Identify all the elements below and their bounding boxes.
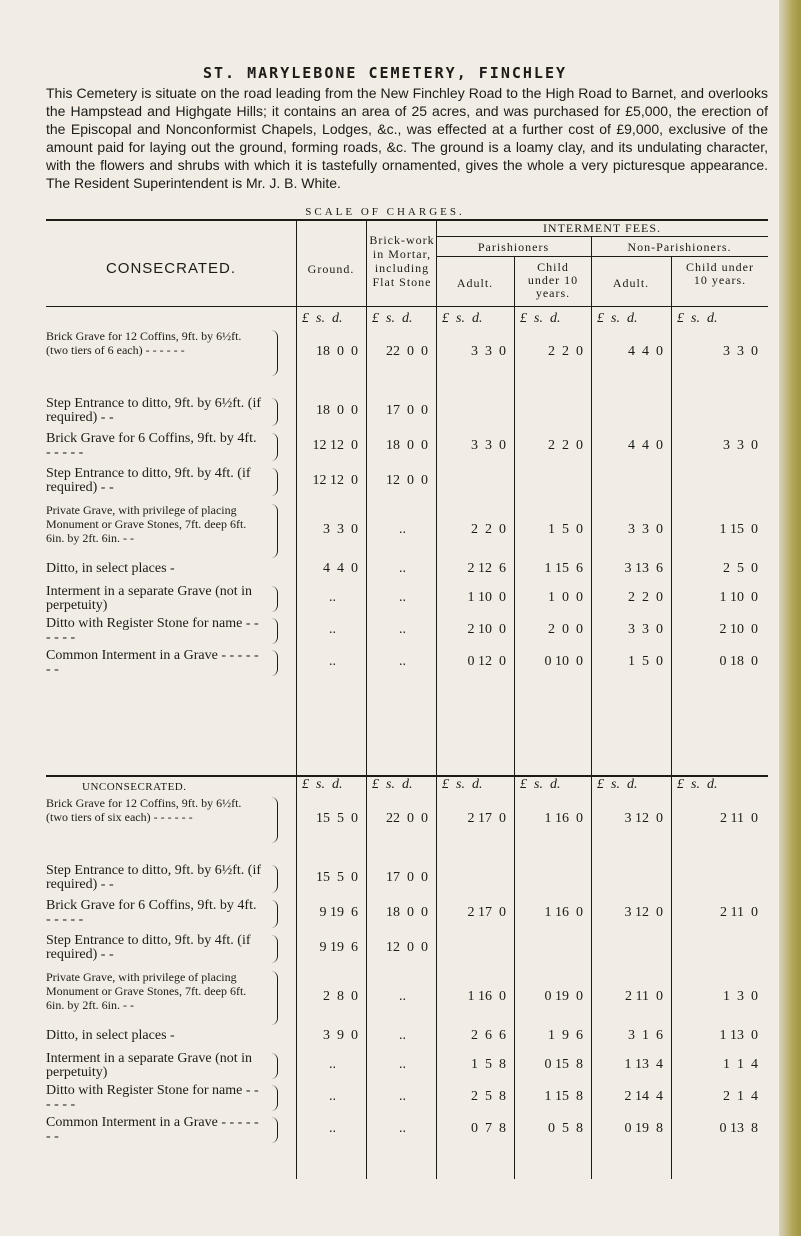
charge-cell: 17 0 0 <box>386 870 428 885</box>
row-description-text: Brick Grave for 12 Coffins, 9ft. by 6½ft. (two tiers of 6 each) - - - - - - <box>46 329 242 357</box>
row-description-text: Step Entrance to ditto, 9ft. by 6½ft. (if required) - - <box>46 396 262 425</box>
child-non-parish-header: Child under 10 years. <box>686 260 754 287</box>
brickwork-header: Brick-work in Mortar, including Flat Stone <box>369 233 435 289</box>
charge-cell: 2 8 0 <box>323 989 358 1004</box>
charge-cell: 0 19 0 <box>544 989 583 1004</box>
charge-cell: 0 15 8 <box>544 1057 583 1072</box>
intro-paragraph: This Cemetery is situate on the road leading from the New Finchley Road to the High Road to Barnet, and overlooks the Hampstead and Highgate Hills; it contains an area of 25 acres, and was purchased for £5,000, the erection of the Episcopal and Nonconformist Chapels, Lodges, &c., was effected at a further cost of £9,000, exclusive of the amount paid for laying out the ground, forming roads, &c. The ground is a loamy clay, and its undulating character, with the flowers and shrubs with which it is tastefully ornamented, gives the whole a very picturesque appearance. The Resident Superintendent is Mr. J. B. White. <box>46 85 768 191</box>
row-description <box>46 649 288 677</box>
charge-cell: 0 5 8 <box>548 1121 583 1136</box>
charge-cell: 1 13 4 <box>624 1057 663 1072</box>
row-description-text: Private Grave, with privilege of placing Monument or Grave Stones, 7ft. deep 6ft. 6in. by 2ft. 6in. - - <box>46 503 247 545</box>
charge-cell: 2 17 0 <box>467 811 506 826</box>
charge-cell: 0 12 0 <box>467 654 506 669</box>
row-description <box>46 503 288 559</box>
row-description-text: Brick Grave for 6 Coffins, 9ft. by 4ft. - - - - - <box>46 431 257 460</box>
charge-cell: 1 16 0 <box>544 811 583 826</box>
currency-units-label: £ s. d. <box>520 311 561 326</box>
brace-mark <box>271 650 278 676</box>
charge-cell: 2 10 0 <box>467 622 506 637</box>
child-header: Child under 10 years. <box>527 260 579 300</box>
charge-cell: 3 3 0 <box>471 438 506 453</box>
charge-cell: .. <box>329 1121 336 1136</box>
charge-cell: 3 3 0 <box>323 522 358 537</box>
brace-mark <box>271 468 278 496</box>
charge-cell: 2 5 8 <box>471 1089 506 1104</box>
unconsecrated-heading: UNCONSECRATED. <box>82 781 187 793</box>
consecrated-heading: CONSECRATED. <box>105 260 237 277</box>
parish-rule <box>436 256 768 257</box>
brace-mark <box>271 618 278 644</box>
charge-cell: 1 5 8 <box>471 1057 506 1072</box>
charge-cell: 1 10 0 <box>719 590 758 605</box>
charges-table <box>46 219 768 1179</box>
brace-mark <box>271 398 278 426</box>
charge-cell: 3 3 0 <box>628 522 663 537</box>
brace-mark <box>271 1117 278 1143</box>
currency-units-label: £ s. d. <box>442 777 483 792</box>
col-rule <box>296 219 297 1179</box>
row-description-text: Step Entrance to ditto, 9ft. by 6½ft. (if required) - - <box>46 863 262 892</box>
charge-cell: .. <box>399 654 406 669</box>
row-description <box>46 864 288 894</box>
charge-cell: 2 11 0 <box>720 811 758 826</box>
charge-cell: .. <box>329 654 336 669</box>
currency-units-label: £ s. d. <box>442 311 483 326</box>
charge-cell: 2 10 0 <box>719 622 758 637</box>
row-description <box>46 617 288 645</box>
brace-mark <box>271 330 278 376</box>
row-description-text: Interment in a separate Grave (not in perpetuity) <box>46 584 253 613</box>
charge-cell: 3 3 0 <box>471 344 506 359</box>
charge-cell: 1 0 0 <box>548 590 583 605</box>
charge-cell: 3 1 6 <box>628 1028 663 1043</box>
charge-cell: .. <box>329 622 336 637</box>
charge-cell: .. <box>399 989 406 1004</box>
charge-cell: .. <box>399 1089 406 1104</box>
row-description-text: Brick Grave for 12 Coffins, 9ft. by 6½ft. (two tiers of six each) - - - - - - <box>46 796 242 824</box>
row-description <box>46 467 288 497</box>
brace-mark <box>271 935 278 963</box>
charge-cell: 2 1 4 <box>723 1089 758 1104</box>
row-description-text: Common Interment in a Grave - - - - - - - <box>46 1115 259 1144</box>
charge-cell: 1 15 6 <box>544 561 583 576</box>
charge-cell: 2 5 0 <box>723 561 758 576</box>
charge-cell: 2 2 0 <box>628 590 663 605</box>
charge-cell: 3 3 0 <box>723 438 758 453</box>
charge-cell: 0 19 8 <box>624 1121 663 1136</box>
col-rule <box>366 219 367 1179</box>
page-edge <box>779 0 801 1236</box>
charge-cell: 18 0 0 <box>316 344 358 359</box>
row-description-text: Ditto with Register Stone for name - - - - - - <box>46 616 259 645</box>
row-description-text: Common Interment in a Grave - - - - - - - <box>46 648 259 677</box>
charge-cell: 2 11 0 <box>720 905 758 920</box>
charge-cell: 4 4 0 <box>628 438 663 453</box>
charge-cell: .. <box>329 590 336 605</box>
currency-units-label: £ s. d. <box>597 311 638 326</box>
col-rule <box>436 219 437 1179</box>
row-description <box>46 397 288 427</box>
charge-cell: 3 13 6 <box>624 561 663 576</box>
charge-cell: 15 5 0 <box>316 870 358 885</box>
charge-cell: 12 0 0 <box>386 473 428 488</box>
charge-cell: 2 14 4 <box>624 1089 663 1104</box>
ground-header: Ground. <box>307 262 355 276</box>
charge-cell: 1 5 0 <box>628 654 663 669</box>
row-description <box>46 329 288 377</box>
charge-cell: .. <box>399 622 406 637</box>
charge-cell: 22 0 0 <box>386 344 428 359</box>
row-description <box>46 796 288 844</box>
row-description <box>46 1029 288 1045</box>
brace-mark <box>271 900 278 928</box>
parishioners-header: Parishioners <box>477 240 550 254</box>
charge-cell: 3 3 0 <box>723 344 758 359</box>
col-rule <box>671 256 672 1179</box>
charge-cell: .. <box>329 1089 336 1104</box>
charge-cell: 1 3 0 <box>723 989 758 1004</box>
brace-mark <box>271 433 278 461</box>
currency-units-label: £ s. d. <box>372 777 413 792</box>
charge-cell: .. <box>399 590 406 605</box>
row-description-text: Ditto, in select places - <box>46 561 175 576</box>
adult-non-parish-header: Adult. <box>612 276 650 290</box>
charge-cell: 12 0 0 <box>386 940 428 955</box>
charge-cell: 0 7 8 <box>471 1121 506 1136</box>
row-description <box>46 585 288 613</box>
charge-cell: .. <box>399 1121 406 1136</box>
charge-cell: 9 19 6 <box>319 905 358 920</box>
interment-fees-rule <box>436 236 768 237</box>
currency-units-label: £ s. d. <box>677 777 718 792</box>
charge-cell: 18 0 0 <box>386 905 428 920</box>
charge-cell: 12 12 0 <box>312 473 358 488</box>
row-description <box>46 1052 288 1080</box>
charge-cell: 1 15 8 <box>544 1089 583 1104</box>
brace-mark <box>271 504 278 558</box>
row-description <box>46 562 288 578</box>
scale-heading: SCALE OF CHARGES. <box>305 206 465 218</box>
charge-cell: 2 0 0 <box>548 622 583 637</box>
row-description-text: Brick Grave for 6 Coffins, 9ft. by 4ft. - - - - - <box>46 898 257 927</box>
charge-cell: 1 16 0 <box>467 989 506 1004</box>
charge-cell: 1 9 6 <box>548 1028 583 1043</box>
charge-cell: 12 12 0 <box>312 438 358 453</box>
row-description-text: Private Grave, with privilege of placing Monument or Grave Stones, 7ft. deep 6ft. 6in. by 2ft. 6in. - - <box>46 970 247 1012</box>
charge-cell: .. <box>399 1057 406 1072</box>
currency-units-label: £ s. d. <box>677 311 718 326</box>
col-rule <box>591 236 592 1179</box>
charge-cell: 2 17 0 <box>467 905 506 920</box>
currency-units-label: £ s. d. <box>597 777 638 792</box>
charge-cell: 3 12 0 <box>624 905 663 920</box>
brace-mark <box>271 1085 278 1111</box>
page-title: ST. MARYLEBONE CEMETERY, FINCHLEY <box>202 64 567 82</box>
non-parishioners-header: Non-Parishioners. <box>627 240 732 254</box>
row-description-text: Ditto with Register Stone for name - - - - - - <box>46 1083 259 1112</box>
row-description <box>46 1116 288 1144</box>
brace-mark <box>271 797 278 843</box>
charge-cell: 0 18 0 <box>719 654 758 669</box>
brace-mark <box>271 1053 278 1079</box>
row-description <box>46 899 288 929</box>
row-description <box>46 432 288 462</box>
charge-cell: 2 12 6 <box>467 561 506 576</box>
currency-units-label: £ s. d. <box>302 311 343 326</box>
charge-cell: 1 1 4 <box>723 1057 758 1072</box>
charge-cell: 1 16 0 <box>544 905 583 920</box>
currency-units-label: £ s. d. <box>302 777 343 792</box>
currency-units-label: £ s. d. <box>520 777 561 792</box>
charge-cell: 9 19 6 <box>319 940 358 955</box>
charge-cell: 4 4 0 <box>628 344 663 359</box>
row-description-text: Step Entrance to ditto, 9ft. by 4ft. (if required) - - <box>46 466 251 495</box>
row-description-text: Ditto, in select places - <box>46 1028 175 1043</box>
charge-cell: 2 6 6 <box>471 1028 506 1043</box>
col-rule <box>514 256 515 1179</box>
charge-cell: 1 10 0 <box>467 590 506 605</box>
row-description-text: Interment in a separate Grave (not in perpetuity) <box>46 1051 253 1080</box>
charge-cell: 1 13 0 <box>719 1028 758 1043</box>
charge-cell: 0 13 8 <box>719 1121 758 1136</box>
adult-header: Adult. <box>456 276 494 290</box>
charge-cell: 18 0 0 <box>316 403 358 418</box>
charge-cell: .. <box>329 1057 336 1072</box>
charge-cell: 0 10 0 <box>544 654 583 669</box>
charge-cell: 3 3 0 <box>628 622 663 637</box>
header-bottom-rule <box>46 306 768 307</box>
charge-cell: .. <box>399 522 406 537</box>
charge-cell: 1 5 0 <box>548 522 583 537</box>
charge-cell: 22 0 0 <box>386 811 428 826</box>
row-description-text: Step Entrance to ditto, 9ft. by 4ft. (if required) - - <box>46 933 251 962</box>
charge-cell: 15 5 0 <box>316 811 358 826</box>
brace-mark <box>271 865 278 893</box>
charge-cell: 17 0 0 <box>386 403 428 418</box>
brace-mark <box>271 971 278 1025</box>
charge-cell: 3 9 0 <box>323 1028 358 1043</box>
charge-cell: .. <box>399 561 406 576</box>
brace-mark <box>271 586 278 612</box>
row-description <box>46 934 288 964</box>
charge-cell: .. <box>399 1028 406 1043</box>
charge-cell: 1 15 0 <box>719 522 758 537</box>
charge-cell: 4 4 0 <box>323 561 358 576</box>
charge-cell: 2 2 0 <box>471 522 506 537</box>
charge-cell: 2 2 0 <box>548 344 583 359</box>
charge-cell: 3 12 0 <box>624 811 663 826</box>
currency-units-label: £ s. d. <box>372 311 413 326</box>
row-description <box>46 970 288 1026</box>
charge-cell: 2 11 0 <box>625 989 663 1004</box>
row-description <box>46 1084 288 1112</box>
interment-fees-header: INTERMENT FEES. <box>542 221 662 235</box>
charge-cell: 2 2 0 <box>548 438 583 453</box>
charge-cell: 18 0 0 <box>386 438 428 453</box>
